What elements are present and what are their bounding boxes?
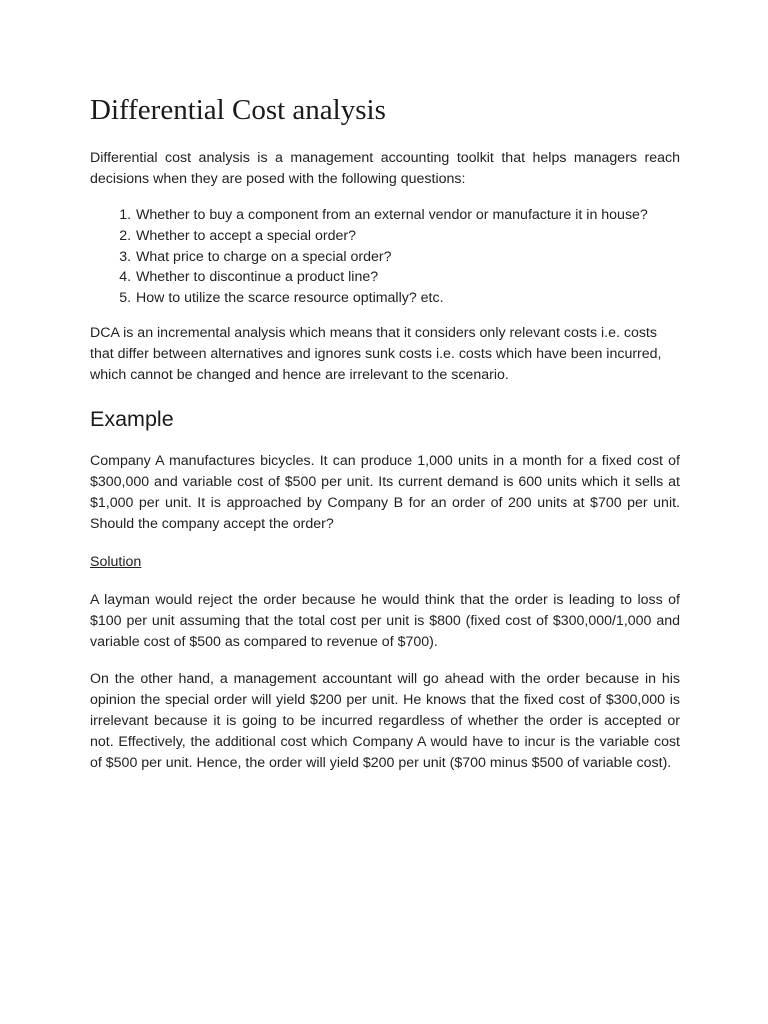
intro-paragraph: Differential cost analysis is a management accounting toolkit that helps managers reach decisions when they are posed with the following questions: <box>90 150 680 187</box>
example-heading: Example <box>90 406 174 431</box>
list-item: 3. What price to charge on a special order? <box>135 247 680 268</box>
list-item: 1. Whether to buy a component from an external vendor or manufacture it in house? <box>135 205 680 226</box>
example-paragraph: Company A manufactures bicycles. It can produce 1,000 units in a month for a fixed cost of $300,000 and variable cost of $500 per unit. Its current demand is 600 units which it sells at $1,000 per unit. It is approached by Company B for an order of 200 units at $700 per unit. Should the company accept the order? <box>90 452 680 532</box>
accountant-paragraph: On the other hand, a management accountant will go ahead with the order because in his opinion the special order will yield $200 per unit. He knows that the fixed cost of $300,000 is irrelevant because it is going to be incurred regardless of whether the order is accepted or not. Effectively, the additional cost which Company A would have to incur is the variable cost of $500 per unit. Hence, the order will yield $200 per unit ($700 minus $500 of variable cost). <box>90 670 680 771</box>
dca-paragraph: DCA is an incremental analysis which means that it considers only relevant costs i.e. costs that differ between alternatives and ignores sunk costs i.e. costs which have been incurred, which cannot be changed and hence are irrelevant to the scenario. <box>90 324 662 383</box>
document-body <box>90 92 680 774</box>
page-title: Differential Cost analysis <box>90 94 386 126</box>
questions-list <box>90 205 680 309</box>
list-item: 2. Whether to accept a special order? <box>135 226 680 247</box>
list-item: 4. Whether to discontinue a product line? <box>135 267 680 288</box>
solution-label: Solution <box>90 553 142 570</box>
layman-paragraph: A layman would reject the order because he would think that the order is leading to loss of $100 per unit assuming that the total cost per unit is $800 (fixed cost of $300,000/1,000 and variable cost of $500 as compared to revenue of $700). <box>90 591 680 650</box>
list-item: 5. How to utilize the scarce resource optimally? etc. <box>135 288 680 309</box>
